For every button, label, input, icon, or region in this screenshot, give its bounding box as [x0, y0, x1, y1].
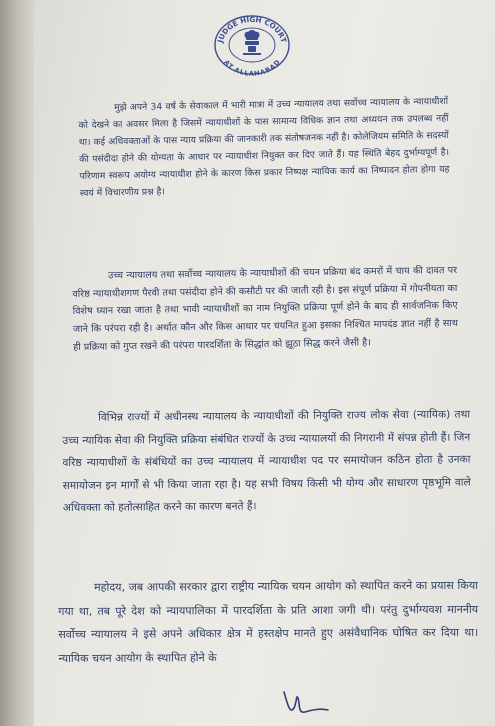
paragraph-4	[58, 574, 478, 671]
emblem-icon	[243, 30, 261, 55]
signature	[278, 684, 334, 718]
seal-bottom-text: AT ALLAHABAD	[222, 58, 282, 76]
paragraph-1-text: मुझे अपने 34 वर्ष के सेवाकाल में भारी मात्रा में उच्च न्यायालय तथा सर्वोच्च न्यायालय के न्यायाधीशों को देखने का अवसर मिला है जिसमें न्यायाधीशों के पास सामान्य विधिक ज्ञान तथा अध्ययन तक उपलब्ध नहीं था। कई अधिवक्ताओं के पास न्याय प्रक्रिया की जानकारी तक संतोषजनक नहीं है। कोलेजियम समिति के सदस्यों की पसंदीदा होने की योग्यता के आधार पर न्यायाधीश नियुक्त कर दिए जाते हैं। यह स्थिति बेहद दुर्भाग्यपूर्ण है। परिणाम स्वरूप अयोग्य न्यायाधीश होने के कारण किस प्रकार निष्पक्ष न्यायिक कार्य का निष्पादन होता होगा यह स्वयं में विचारणीय प्रश्न है।	[78, 95, 450, 200]
high-court-seal	[212, 14, 292, 76]
paragraph-3	[62, 403, 471, 519]
paragraph-2-text: उच्च न्यायालय तथा सर्वोच्च न्यायालय के न्यायाधीशों की चयन प्रक्रिया बंद कमरों में चाय की दावत पर वरिष्ठ न्यायाधीशगण पैरवी तथा पसंदीदा होने की कसौटी पर की जाती रही है। इस संपूर्ण प्रक्रिया में गोपनीयता का विशेष ध्यान रखा जाता है तथा भावी न्यायाधीशों का नाम नियुक्ति प्रक्रिया पूर्ण होने के बाद ही सार्वजनिक किए जाने कि परंपरा रही है। अर्थात कौन और किस आधार पर चयनित हुआ इसका निश्चित मापदंड ज्ञात नहीं है साथ ही प्रक्रिया को गुप्त रखने की परंपरा पारदर्शिता के सिद्धांत को झूठा सिद्ध करने जैसी है।	[72, 264, 459, 353]
paragraph-2	[72, 262, 458, 357]
paragraph-1	[78, 93, 450, 203]
signature-icon	[278, 684, 334, 718]
seal-top-text: JUDGE HIGH COURT	[215, 14, 289, 44]
paragraph-3-text: विभिन्न राज्यों में अधीनस्थ न्यायालय के न्यायाधीशों की नियुक्ति राज्य लोक सेवा (न्यायिक) तथा उच्च न्यायिक सेवा की नियुक्ति प्रक्रिया संबंधित राज्यों के उच्च न्यायालयों की निगरानी में संपन्न होती हैं। जिन वरिष्ठ न्यायाधीशों के संबंधियों का उच्च न्यायालय में न्यायाधीश पद पर समायोजन कठिन होता है उनका समायोजन इन मार्गों से भी किया जाता रहा है। यह सभी विषय किसी भी योग्य और साधारण पृष्ठभूमि वाले अधिवक्ता को हतोत्साहित करने का कारण बनते हैं।	[62, 408, 471, 514]
paragraph-4-text: महोदय, जब आपकी सरकार द्वारा राष्ट्रीय न्यायिक चयन आयोग को स्थापित करने का प्रयास किया गया था, तब पूरे देश को न्यायपालिका में पारदर्शिता के प्रति आशा जगी थी। परंतु दुर्भाग्यवश माननीय सर्वोच्च न्यायालय ने इसे अपने अधिकार क्षेत्र में हस्तक्षेप मानते हुए असंवैधानिक घोषित कर दिया था। न्यायिक चयन आयोग के स्थापित होने के	[58, 578, 479, 665]
seal-icon	[212, 14, 292, 76]
page-fold-shadow	[0, 0, 34, 726]
